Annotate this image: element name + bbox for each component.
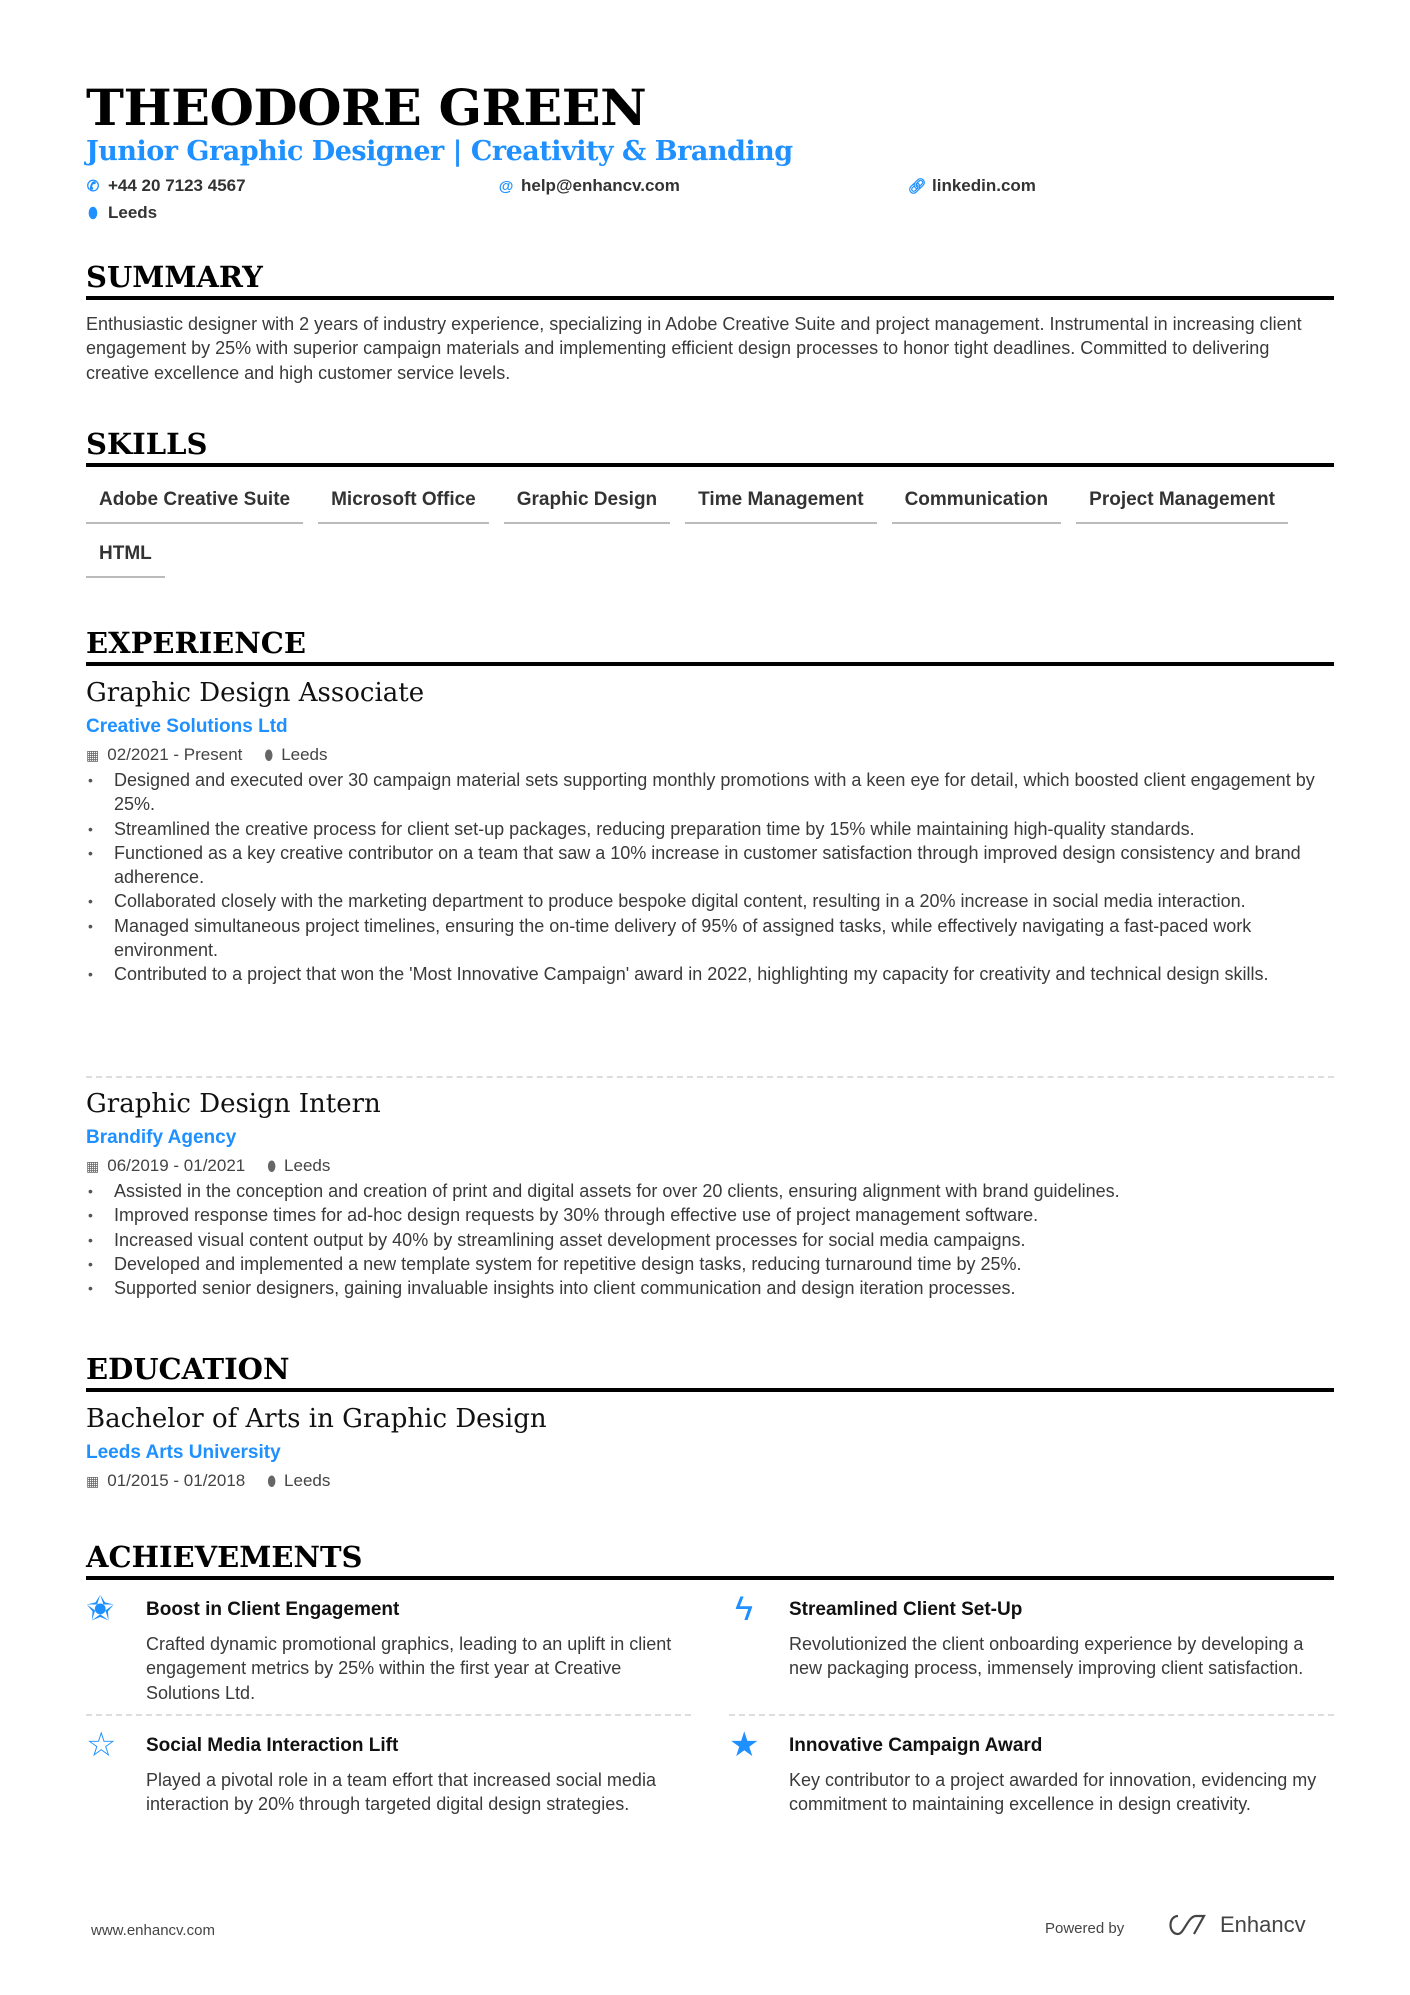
job-entry (86, 676, 1334, 987)
achievement-text: Key contributor to a project awarded for innovation, evidencing my commitment to maintaining excellence in design creativity. (789, 1770, 1317, 1815)
experience-heading: EXPERIENCE (86, 624, 1334, 666)
job-meta (86, 1153, 1334, 1179)
degree: Bachelor of Arts in Graphic Design (86, 1404, 547, 1434)
contact-phone (86, 176, 246, 196)
education-heading: EDUCATION (86, 1350, 1334, 1392)
job-bullets (86, 1179, 1334, 1300)
skills-heading: SKILLS (86, 425, 1334, 467)
candidate-name: THEODORE GREEN (86, 78, 647, 137)
achievement-title: Boost in Client Engagement (146, 1599, 400, 1620)
powered-by-text: Powered by (1045, 1920, 1125, 1937)
education-entry (86, 1402, 1334, 1494)
phone-text: +44 20 7123 4567 (108, 176, 246, 195)
calendar-icon: ▦ (86, 1158, 100, 1174)
enhancv-logo (1164, 1912, 1306, 1938)
calendar-icon: ▦ (86, 747, 100, 763)
bullet-item: • Improved response times for ad-hoc design requests by 30% through effective use of project management software. (86, 1203, 1334, 1227)
achievement-item (86, 1726, 696, 1817)
skill-chip: Time Management (685, 484, 876, 524)
achievement-title: Streamlined Client Set-Up (789, 1599, 1023, 1620)
school-name: Leeds Arts University (86, 1442, 281, 1463)
job-dates: 06/2019 - 01/2021 (107, 1156, 246, 1175)
skill-chip: Project Management (1076, 484, 1288, 524)
achievement-title: Innovative Campaign Award (789, 1735, 1043, 1756)
bullet-item: • Managed simultaneous project timelines, ensuring the on-time delivery of 95% of assigned tasks, while effectively navigating a fast-paced work environment. (86, 914, 1334, 963)
contact-link[interactable] (907, 176, 1036, 196)
skills-list (86, 484, 1334, 578)
skill-chip: Microsoft Office (318, 484, 489, 524)
company-name: Brandify Agency (86, 1127, 237, 1148)
location-pin-icon: ⬮ (267, 1158, 277, 1174)
bullet-item: • Assisted in the conception and creation of print and digital assets for over 20 clients, ensuring alignment with brand guidelines. (86, 1179, 1334, 1203)
skill-chip: Communication (892, 484, 1062, 524)
bullet-item: • Designed and executed over 30 campaign material sets supporting monthly promotions with a keen eye for detail, which boosted client engagement by 25%. (86, 768, 1334, 817)
bolt-icon: ϟ (735, 1590, 753, 1628)
star-outline-icon: ☆ (86, 1726, 117, 1764)
enhancv-logo-icon (1164, 1912, 1210, 1938)
divider (729, 1714, 1334, 1716)
location-text: Leeds (108, 203, 158, 222)
job-entry (86, 1087, 1334, 1300)
location-pin-icon: ⬮ (264, 747, 274, 763)
star-half-icon: ✬ (86, 1590, 115, 1628)
star-filled-icon: ★ (729, 1726, 760, 1764)
job-title: Graphic Design Associate (86, 678, 425, 708)
bullet-item: • Functioned as a key creative contributor on a team that saw a 10% increase in customer satisfaction through improved design consistency and brand adherence. (86, 841, 1334, 890)
divider (86, 1076, 1334, 1078)
job-meta (86, 742, 1334, 768)
calendar-icon: ▦ (86, 1473, 100, 1489)
enhancv-brand: Enhancv (1220, 1912, 1306, 1937)
job-title: Graphic Design Intern (86, 1089, 381, 1119)
candidate-title: Junior Graphic Designer | Creativity & Branding (86, 136, 793, 167)
education-location: Leeds (284, 1471, 331, 1490)
location-pin-icon: ⬮ (267, 1473, 277, 1489)
link-icon: 🔗︎ (907, 178, 927, 195)
education-dates: 01/2015 - 01/2018 (107, 1471, 246, 1490)
bullet-item: • Streamlined the creative process for client set-up packages, reducing preparation time by 15% while maintaining high-quality standards. (86, 817, 1334, 841)
skill-chip: Adobe Creative Suite (86, 484, 303, 524)
bullet-item: • Increased visual content output by 40% by streamlining asset development processes for social media campaigns. (86, 1228, 1334, 1252)
job-location: Leeds (281, 745, 328, 764)
company-name: Creative Solutions Ltd (86, 716, 288, 737)
linkedin-text[interactable]: linkedin.com (932, 176, 1036, 195)
contact-location (86, 203, 157, 223)
achievement-item (86, 1590, 696, 1705)
bullet-item: • Supported senior designers, gaining invaluable insights into client communication and design iteration processes. (86, 1276, 1334, 1300)
job-bullets (86, 768, 1334, 987)
at-icon: @ (498, 177, 514, 195)
bullet-item: • Developed and implemented a new template system for repetitive design tasks, reducing turnaround time by 25%. (86, 1252, 1334, 1276)
phone-icon: ✆ (86, 178, 100, 195)
summary-text: Enthusiastic designer with 2 years of industry experience, specializing in Adobe Creative Suite and project management. Instrumental in increasing client engagement by 25% with superior campaign materials and implementing efficient design processes to honor tight deadlines. Committed to delivering creative excellence and high customer service levels. (86, 314, 1302, 383)
achievement-text: Crafted dynamic promotional graphics, leading to an uplift in client engagement metrics by 25% within the first year at Creative Solutions Ltd. (146, 1634, 672, 1703)
job-dates: 02/2021 - Present (107, 745, 243, 764)
location-pin-icon: ⬮ (88, 204, 98, 222)
contact-email[interactable] (499, 176, 680, 196)
job-location: Leeds (284, 1156, 331, 1175)
achievements-heading: ACHIEVEMENTS (86, 1538, 1334, 1580)
divider (86, 1714, 691, 1716)
achievement-text: Revolutionized the client onboarding experience by developing a new packaging process, immensely improving client satisfaction. (789, 1634, 1304, 1679)
footer-website[interactable]: www.enhancv.com (91, 1922, 215, 1939)
achievement-text: Played a pivotal role in a team effort that increased social media interaction by 20% through targeted digital design strategies. (146, 1770, 656, 1815)
achievement-item (729, 1590, 1339, 1681)
summary-heading: SUMMARY (86, 258, 1334, 300)
skill-chip: Graphic Design (504, 484, 670, 524)
bullet-item: • Collaborated closely with the marketing department to produce bespoke digital content, resulting in a 20% increase in social media interaction. (86, 889, 1334, 913)
email-text[interactable]: help@enhancv.com (521, 176, 680, 195)
skill-chip: HTML (86, 538, 165, 578)
achievement-title: Social Media Interaction Lift (146, 1735, 399, 1756)
bullet-item: • Contributed to a project that won the 'Most Innovative Campaign' award in 2022, highlighting my capacity for creativity and technical design skills. (86, 962, 1334, 986)
achievement-item (729, 1726, 1339, 1817)
education-meta (86, 1468, 1334, 1494)
